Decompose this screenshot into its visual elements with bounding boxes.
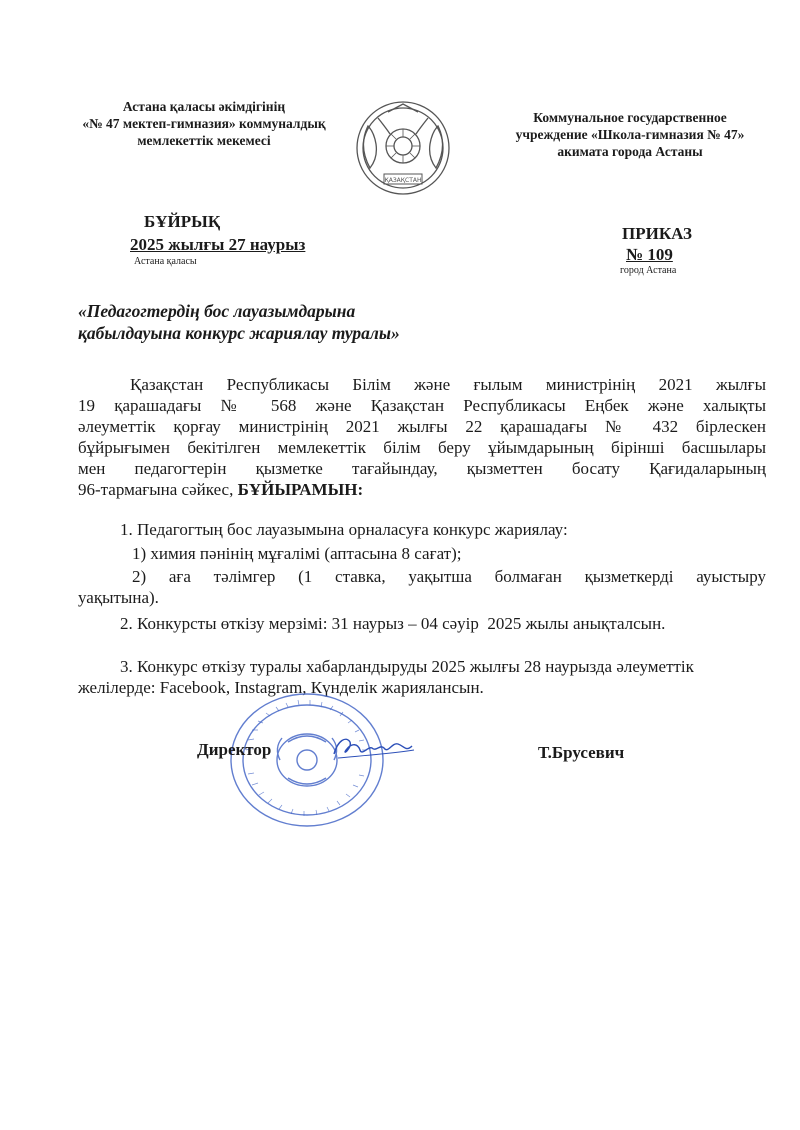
list-item-3-line: желілерде: Facebook, Instagram, Күнделік жариялансын. bbox=[78, 678, 484, 697]
intro-line: әлеуметтік қорғау министрінің 2021 жылғы 22 қарашадағы № 432 бірлескен bbox=[78, 417, 766, 436]
list-item-1-2 bbox=[78, 566, 766, 608]
doc-type-ru: ПРИКАЗ bbox=[622, 224, 692, 243]
header-right-org bbox=[502, 109, 758, 160]
header-left-line: мемлекеттік мекемесі bbox=[137, 133, 271, 148]
kazakhstan-state-emblem-icon bbox=[338, 98, 468, 198]
header-left-line: Астана қаласы әкімдігінің bbox=[122, 99, 286, 114]
document-title bbox=[78, 300, 400, 344]
doc-type-kz: БҰЙРЫҚ bbox=[144, 212, 221, 231]
handwritten-signature-icon bbox=[328, 730, 418, 764]
doc-place-ru: город Астана bbox=[620, 265, 677, 276]
doc-date-kz: 2025 жылғы 27 наурыз bbox=[130, 235, 306, 254]
intro-line: бұйрығымен бекітілген мемлекеттік білім беру ұйымдарының бірінші басшылары bbox=[78, 438, 766, 457]
list-item-2: 2. Конкурсты өткізу мерзімі: 31 наурыз – 04 сәуір 2025 жылы анықталсын. bbox=[120, 614, 666, 633]
header-right-line: акимата города Астаны bbox=[557, 144, 703, 159]
header-left-org bbox=[68, 98, 340, 149]
title-line: «Педагогтердің бос лауазымдарына bbox=[78, 301, 356, 321]
signature-role: Директор bbox=[197, 740, 272, 759]
intro-paragraph bbox=[78, 374, 766, 500]
list-item-1-2-line: уақытына). bbox=[78, 588, 159, 607]
header-left-line: «№ 47 мектеп-гимназия» коммуналдық bbox=[82, 116, 326, 131]
list-item-1-2-line: 2) аға тәлімгер (1 ставка, уақытша болмаған қызметкерді ауыстыру bbox=[132, 567, 766, 586]
signature-name: Т.Брусевич bbox=[538, 743, 625, 762]
emblem-text: ҚАЗАҚСТАН bbox=[384, 177, 422, 184]
intro-line: Қазақстан Республикасы Білім және ғылым министрінің 2021 жылғы bbox=[130, 375, 766, 394]
header-right-line: учреждение «Школа-гимназия № 47» bbox=[515, 127, 745, 142]
list-item-1: 1. Педагогтың бос лауазымына орналасуға конкурс жариялау: bbox=[120, 520, 568, 539]
intro-line: мен педагогтерін қызметке тағайындау, қызметтен босату Қағидаларының bbox=[78, 459, 766, 478]
list-item-3 bbox=[78, 656, 766, 698]
title-line: қабылдауына конкурс жариялау туралы» bbox=[78, 323, 400, 343]
list-item-1-1: 1) химия пәнінің мұғалімі (аптасына 8 сағат); bbox=[132, 544, 462, 563]
doc-place-kz: Астана қаласы bbox=[134, 256, 197, 267]
header-right-line: Коммунальное государственное bbox=[533, 110, 727, 125]
intro-line: 96-тармағына сәйкес, bbox=[78, 480, 234, 499]
order-keyword: БҰЙЫРАМЫН: bbox=[237, 480, 364, 499]
doc-number: № 109 bbox=[626, 245, 673, 264]
intro-line: 19 қарашадағы № 568 және Қазақстан Республикасы Еңбек және халықты bbox=[78, 396, 766, 415]
list-item-3-line: 3. Конкурс өткізу туралы хабарландыруды 2025 жылғы 28 наурызда әлеуметтік bbox=[120, 657, 694, 676]
